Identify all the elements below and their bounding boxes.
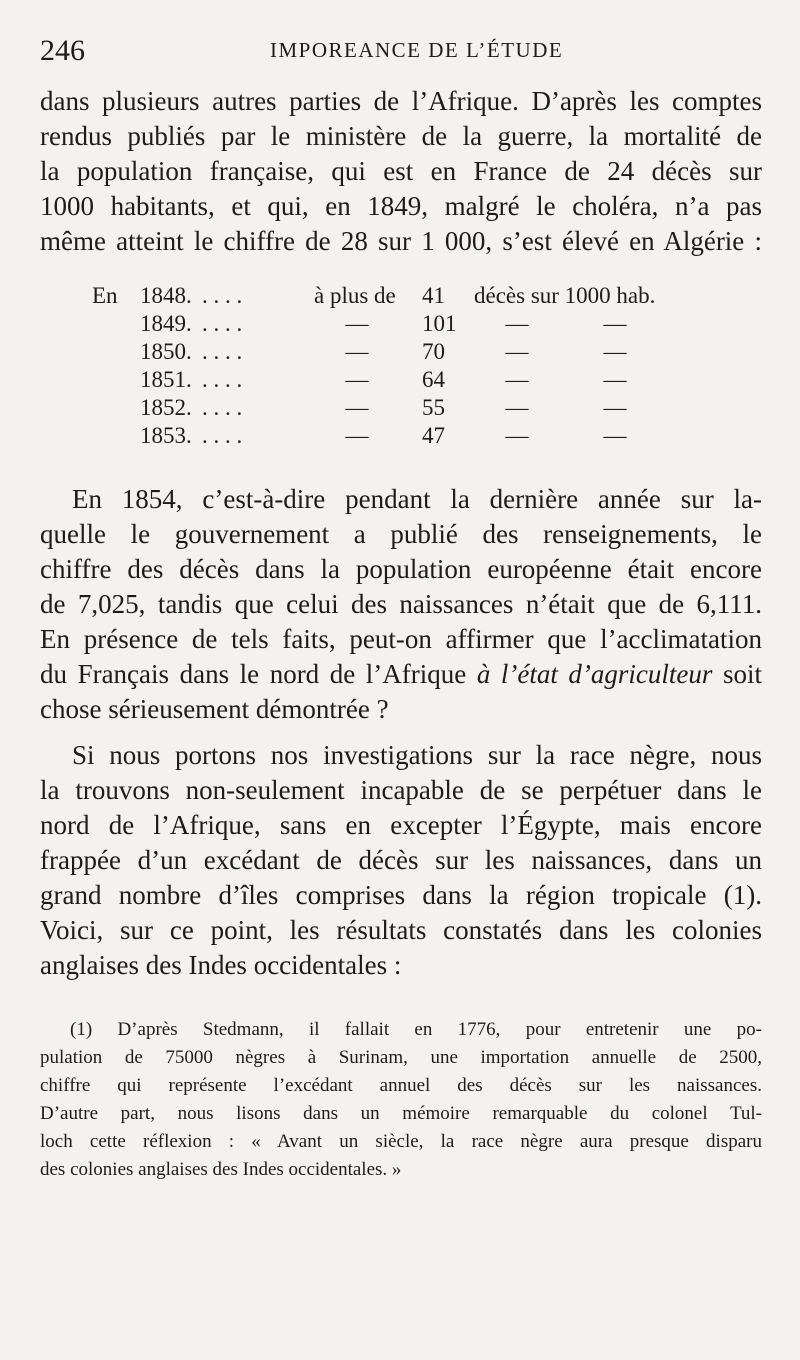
- line-text: du Français dans le nord de l’Afrique: [40, 659, 467, 689]
- ditto-mark: —: [603, 367, 627, 392]
- text-line: Voici, sur ce point, les résultats constatés dans les colonies: [40, 915, 762, 945]
- text-line: En présence de tels faits, peut-on affirmer que l’acclimatation: [40, 624, 762, 654]
- text-line: Si nous portons nos investigations sur la race nègre, nous: [72, 740, 762, 770]
- text-line: 1000 habitants, et qui, en 1849, malgré le choléra, n’a pas: [40, 191, 762, 221]
- text-line: grand nombre d’îles comprises dans la région tropicale (1).: [40, 880, 762, 910]
- ditto-mark: —: [345, 339, 369, 364]
- text-line-with-italic: [40, 657, 762, 692]
- page-number: 246: [40, 34, 85, 67]
- footnote-line: pulation de 75000 nègres à Surinam, une importation annuelle de 2500,: [40, 1047, 762, 1068]
- line-text: soit: [722, 659, 762, 689]
- text-line: même atteint le chiffre de 28 sur 1 000, s’est élevé en Algérie :: [40, 226, 762, 256]
- row-prefix: à plus de: [314, 283, 396, 308]
- text-line: En 1854, c’est-à-dire pendant la dernière année sur la-: [72, 484, 762, 514]
- table-row: [92, 366, 732, 394]
- intro-paragraph: [40, 84, 762, 259]
- text-line: de 7,025, tandis que celui des naissances n’était que de 6,111.: [40, 589, 762, 619]
- mortality-table: [92, 282, 732, 450]
- row-year: 1853.: [140, 423, 192, 448]
- row-dots: . . . .: [202, 283, 243, 308]
- row-year: 1852.: [140, 395, 192, 420]
- row-suffix: décès sur 1000 hab.: [474, 283, 656, 308]
- text-line: dans plusieurs autres parties de l’Afrique. D’après les comptes: [40, 86, 762, 116]
- footnote: [40, 1016, 762, 1184]
- italic-phrase: à l’état d’agriculteur: [476, 659, 713, 689]
- row-year: 1848.: [140, 283, 192, 308]
- row-label: En: [92, 283, 118, 308]
- ditto-mark: —: [345, 367, 369, 392]
- ditto-mark: —: [505, 367, 529, 392]
- ditto-mark: —: [345, 311, 369, 336]
- row-year: 1851.: [140, 367, 192, 392]
- text-line: anglaises des Indes occidentales :: [40, 950, 402, 980]
- row-dots: . . . .: [202, 423, 243, 448]
- running-head: IMPOREANCE DE L’ÉTUDE: [270, 38, 564, 62]
- footnote-line: des colonies anglaises des Indes occidentales. »: [40, 1159, 402, 1180]
- text-line: rendus publiés par le ministère de la guerre, la mortalité de: [40, 121, 762, 151]
- table-row: [92, 422, 732, 450]
- table-row: [92, 282, 732, 310]
- row-value: 64: [422, 367, 445, 392]
- text-line: nord de l’Afrique, sans en excepter l’Égypte, mais encore: [40, 810, 762, 840]
- row-value: 47: [422, 423, 445, 448]
- row-dots: . . . .: [202, 339, 243, 364]
- page-header: [40, 34, 760, 74]
- row-value: 70: [422, 339, 445, 364]
- row-dots: . . . .: [202, 367, 243, 392]
- row-year: 1850.: [140, 339, 192, 364]
- paragraph-algeria-1854: [40, 482, 762, 727]
- ditto-mark: —: [505, 311, 529, 336]
- table-row: [92, 310, 732, 338]
- ditto-mark: —: [603, 339, 627, 364]
- row-dots: . . . .: [202, 395, 243, 420]
- ditto-mark: —: [603, 395, 627, 420]
- text-line: frappée d’un excédant de décès sur les naissances, dans un: [40, 845, 762, 875]
- text-line: la population française, qui est en France de 24 décès sur: [40, 156, 762, 186]
- table-row: [92, 338, 732, 366]
- footnote-line: D’autre part, nous lisons dans un mémoire remarquable du colonel Tul-: [40, 1103, 762, 1124]
- table-row: [92, 394, 732, 422]
- ditto-mark: —: [603, 311, 627, 336]
- text-line: la trouvons non-seulement incapable de se perpétuer dans le: [40, 775, 762, 805]
- row-value: 41: [422, 283, 445, 308]
- text-line: chose sérieusement démontrée ?: [40, 694, 389, 724]
- text-line: quelle le gouvernement a publié des renseignements, le: [40, 519, 762, 549]
- ditto-mark: —: [345, 395, 369, 420]
- ditto-mark: —: [505, 339, 529, 364]
- footnote-line: loch cette réflexion : « Avant un siècle, la race nègre aura presque disparu: [40, 1131, 762, 1152]
- ditto-mark: —: [505, 395, 529, 420]
- paragraph-negro-race: [40, 738, 762, 983]
- footnote-line: (1) D’après Stedmann, il fallait en 1776, pour entretenir une po-: [70, 1019, 762, 1040]
- row-year: 1849.: [140, 311, 192, 336]
- footnote-line: chiffre qui représente l’excédant annuel des décès sur les naissances.: [40, 1075, 762, 1096]
- row-value: 55: [422, 395, 445, 420]
- text-line: chiffre des décès dans la population européenne était encore: [40, 554, 762, 584]
- row-value: 101: [422, 311, 457, 336]
- ditto-mark: —: [345, 423, 369, 448]
- row-dots: . . . .: [202, 311, 243, 336]
- ditto-mark: —: [505, 423, 529, 448]
- ditto-mark: —: [603, 423, 627, 448]
